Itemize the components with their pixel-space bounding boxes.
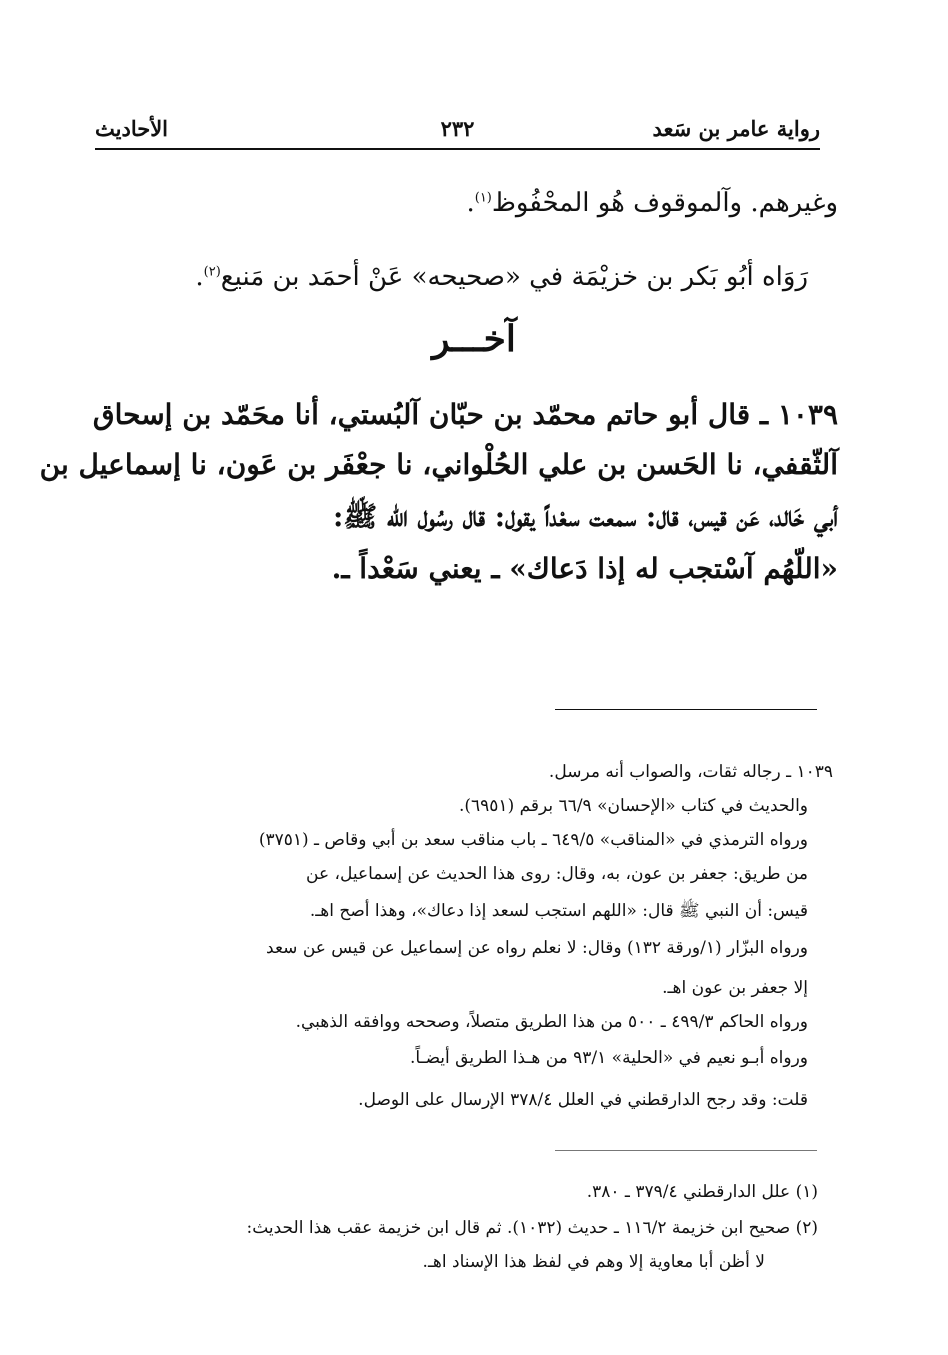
header-chapter-title: رواية عامر بن سَعد [652,116,820,141]
hadith-line-2: آلثّقفي، نا الحَسن بن علي الحُلْواني، نا جعْفَر بن عَون، نا إسماعيل بن [39,448,838,481]
note-line-7: إلا جعفر بن عون اهـ. [662,978,808,998]
note-line-4: من طريق: جعفر بن عون، به، وقال: روى هذا الحديث عن إسماعيل، عن [306,864,808,884]
note-line-3: ورواه الترمذي في «المناقب» ٦٤٩/٥ ـ باب مناقب سعد بن أبي وقاص ـ (٣٧٥١) [258,830,808,850]
note-line-1: ١٠٣٩ ـ رجاله ثقات، والصواب أنه مرسل. [548,762,833,782]
header-book-title: الأحاديث [95,116,169,141]
hadith-line-1: ١٠٣٩ ـ قال أبو حاتم محمّد بن حبّان آلبُستي، أنا محَمّد بن إسحاق [92,398,838,431]
note-line-10: قلت: وقد رجح الدارقطني في العلل ٣٧٨/٤ الإرسال على الوصل. [358,1090,808,1110]
page-number: ٢٣٢ [440,116,475,141]
running-header [95,112,820,150]
intro-line-1: وغيرهم. وآلموقوف هُو المحْفُوظ$^{(١)}$. [466,188,838,218]
intro-line-2: رَوَاه أبُو بَكر بن خزيْمَة في «صحيحه» عَنْ أحمَد بن مَنيع$^{(٢)}$. [195,262,808,292]
note-line-8: ورواه الحاكم ٤٩٩/٣ ـ ٥٠٠ من هذا الطريق متصلاً، وصححه ووافقه الذهبي. [295,1012,808,1032]
note-line-2: والحديث في كتاب «الإحسان» ٦٦/٩ برقم (٦٩٥١). [458,796,808,816]
footnote-ref-1[interactable]: (١) [474,190,492,206]
section-heading: آخـــر [432,318,516,360]
footnote-1: (١) علل الدارقطني ٣٧٩/٤ ـ ٣٨٠. [586,1182,818,1202]
note-line-6: ورواه البزّار (١/ورقة ١٣٢) وقال: لا نعلم رواه عن إسماعيل عن قيس عن سعد [266,938,808,958]
footnotes-divider [555,1150,817,1151]
hadith-line-3: أبي خَالد، عَن قيس، قال: سمعت سعْداً يقول: قال رسُول الله ﷺ: [333,500,838,533]
hadith-line-4: «اللّهُم آسْتجب له إذا دَعاك» ـ يعني سَعْداً ـ. [331,552,838,585]
note-line-5: قيس: أن النبي ﷺ قال: «اللهم استجب لسعد إذا دعاك»، وهذا أصح اهـ. [309,901,808,921]
footnote-2-continued: لا أظن أبا معاوية إلا وهم في لفظ هذا الإسناد اهـ. [422,1252,765,1272]
footnote-ref-2[interactable]: (٢) [203,264,221,280]
footnote-2: (٢) صحيح ابن خزيمة ١١٦/٢ ـ حديث (١٠٣٢). ثم قال ابن خزيمة عقب هذا الحديث: [246,1218,818,1238]
text-notes-divider [555,709,817,710]
note-line-9: ورواه أبـو نعيم في «الحلية» ٩٣/١ من هـذا الطريق أيضـاً. [410,1048,808,1068]
